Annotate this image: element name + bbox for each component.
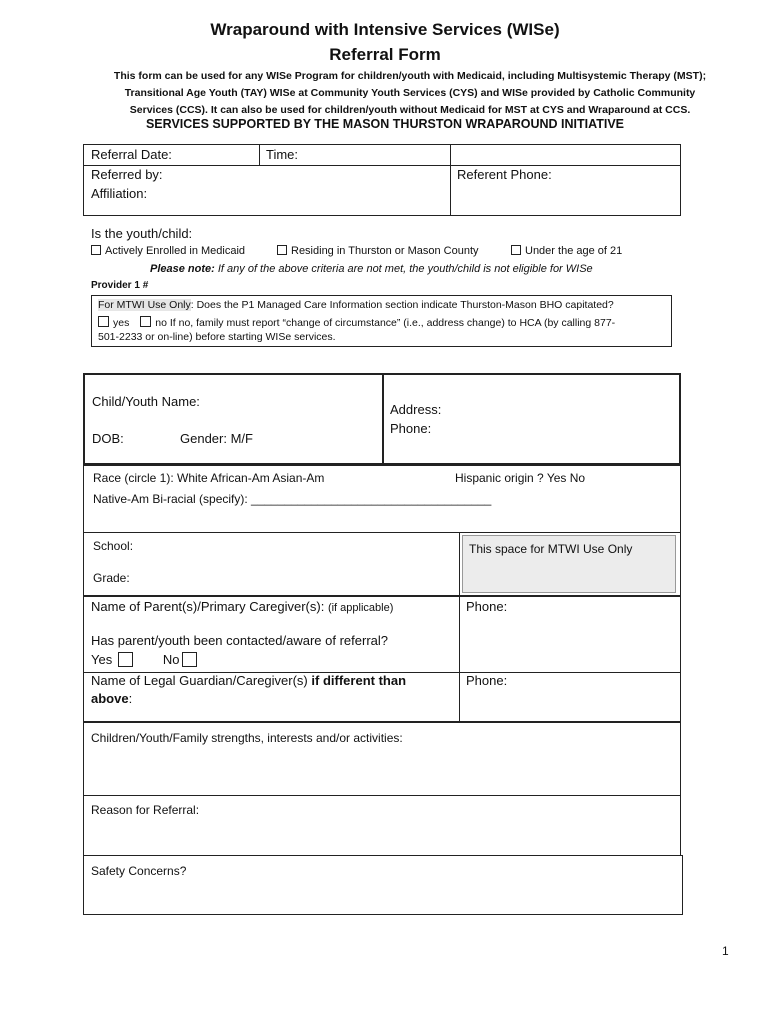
safety-box xyxy=(83,855,683,915)
parent-name-label: Name of Parent(s)/Primary Caregiver(s): xyxy=(91,599,325,614)
reason-label: Reason for Referral: xyxy=(91,803,200,817)
race-box xyxy=(83,465,681,533)
strengths-box xyxy=(83,722,681,796)
mtwi-question-line xyxy=(98,299,614,311)
eligibility-option-age[interactable] xyxy=(511,245,622,257)
provider-label: Provider 1 # xyxy=(91,280,149,291)
grade-label: Grade: xyxy=(93,571,130,585)
eligibility-note xyxy=(150,263,593,275)
race-options: Race (circle 1): White African-Am Asian-Am xyxy=(93,471,325,485)
checkbox-icon[interactable] xyxy=(277,245,287,255)
intro-line-3: Services (CCS). It can also be used for children/youth without Medicaid for MST at CYS and Wraparound at CCS. xyxy=(129,104,691,116)
referral-table xyxy=(83,144,681,216)
guardian-condition: if different than xyxy=(311,673,407,688)
mtwi-answer-line xyxy=(98,316,615,329)
option-label: Residing in Thurston or Mason County xyxy=(291,245,479,257)
contacted-yes-checkbox[interactable] xyxy=(118,652,133,667)
referral-date-label: Referral Date: xyxy=(91,147,172,162)
form-title: Wraparound with Intensive Services (WISe) xyxy=(210,20,560,39)
guardian-label-row-2 xyxy=(91,691,132,706)
note-text: If any of the above criteria are not met, the youth/child is not eligible for WISe xyxy=(214,263,593,275)
form-subtitle: Referral Form xyxy=(329,45,441,64)
address-label: Address: xyxy=(390,402,442,417)
contacted-no-label: No xyxy=(162,652,180,667)
intro-line-2: Transitional Age Youth (TAY) WISe at Community Youth Services (CYS) and WISe provided by Catholic Community xyxy=(124,87,696,99)
guardian-condition-2: above xyxy=(91,691,129,706)
mtwi-use-only-label: For MTWI Use Only xyxy=(98,299,191,311)
child-info-box xyxy=(83,373,681,465)
option-label: Actively Enrolled in Medicaid xyxy=(105,245,246,257)
yes-checkbox[interactable] xyxy=(98,316,109,327)
mtwi-instruction: If no, family must report “change of circumstance” (i.e., address change) to HCA (by calling 877- xyxy=(169,317,616,329)
race-options-2: Native-Am Bi-racial (specify): ____________________________________ xyxy=(93,492,492,506)
parent-phone-label: Phone: xyxy=(466,599,508,614)
no-label: no xyxy=(155,317,167,329)
safety-label: Safety Concerns? xyxy=(91,864,187,878)
mtwi-use-space xyxy=(462,535,676,593)
mtwi-instruction-cont: 501-2233 or on-line) before starting WISe services. xyxy=(98,331,336,343)
school-box xyxy=(83,532,681,596)
mtwi-use-box xyxy=(91,295,672,347)
strengths-label: Children/Youth/Family strengths, interests and/or activities: xyxy=(91,731,403,745)
mtwi-space-label: This space for MTWI Use Only xyxy=(469,542,633,556)
parent-box xyxy=(83,596,681,722)
intro-text xyxy=(90,68,730,119)
no-checkbox[interactable] xyxy=(140,316,151,327)
note-label: Please note: xyxy=(150,263,215,275)
if-applicable-note: (if applicable) xyxy=(327,602,394,614)
time-label: Time: xyxy=(266,147,299,162)
gender-label: Gender: M/F xyxy=(180,431,253,446)
contacted-answer-row xyxy=(91,652,197,667)
yes-label: yes xyxy=(113,317,130,329)
page-number: 1 xyxy=(722,944,729,958)
eligibility-question: Is the youth/child: xyxy=(91,226,193,241)
child-phone-label: Phone: xyxy=(390,421,432,436)
referent-phone-label: Referent Phone: xyxy=(457,167,552,182)
eligibility-option-county[interactable] xyxy=(277,245,479,257)
guardian-phone-label: Phone: xyxy=(466,673,508,688)
guardian-colon: : xyxy=(128,691,133,706)
intro-line-1: This form can be used for any WISe Program for children/youth with Medicaid, including Multisystemic Therapy (MST); xyxy=(113,70,707,82)
contacted-no-checkbox[interactable] xyxy=(182,652,197,667)
mtwi-question: : Does the P1 Managed Care Information section indicate Thurston-Mason BHO capitated? xyxy=(190,299,614,311)
guardian-label: Name of Legal Guardian/Caregiver(s) xyxy=(91,673,308,688)
eligibility-option-medicaid[interactable] xyxy=(91,245,245,257)
reason-box xyxy=(83,795,681,856)
option-label: Under the age of 21 xyxy=(525,245,623,257)
parent-name-row xyxy=(91,599,393,614)
affiliation-label: Affiliation: xyxy=(91,186,148,201)
checkbox-icon[interactable] xyxy=(91,245,101,255)
contacted-yes-label: Yes xyxy=(91,652,113,667)
checkbox-icon[interactable] xyxy=(511,245,521,255)
dob-label: DOB: xyxy=(92,431,124,446)
referred-by-label: Referred by: xyxy=(91,167,163,182)
school-label: School: xyxy=(93,539,134,553)
guardian-label-row xyxy=(91,673,406,688)
services-heading: SERVICES SUPPORTED BY THE MASON THURSTON WRAPAROUND INITIATIVE xyxy=(145,117,625,131)
child-name-label: Child/Youth Name: xyxy=(92,394,200,409)
hispanic-origin: Hispanic origin ? Yes No xyxy=(455,471,586,485)
contacted-question: Has parent/youth been contacted/aware of referral? xyxy=(91,633,389,648)
